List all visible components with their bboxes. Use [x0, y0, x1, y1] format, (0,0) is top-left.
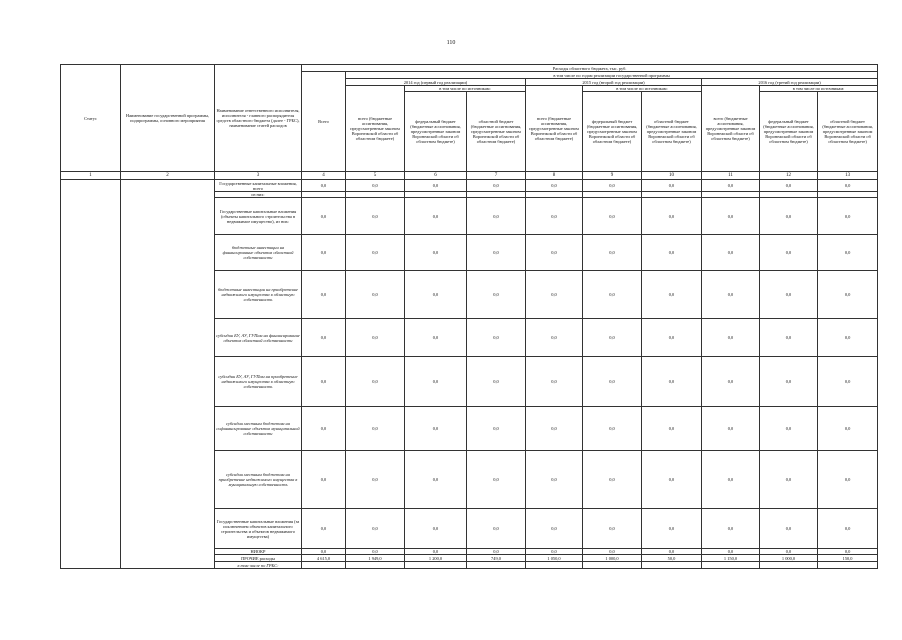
row-label: бюджетные инвестиции на финансирование объектов областной собственности	[215, 235, 302, 271]
column-number: 6	[405, 172, 467, 180]
value-cell: 0,0	[467, 198, 526, 235]
value-cell: 0,0	[302, 235, 346, 271]
value-cell: 0,0	[760, 271, 818, 319]
row-label: из них:	[215, 192, 302, 198]
value-cell: 0,0	[346, 235, 405, 271]
value-cell: 0,0	[302, 198, 346, 235]
value-cell: 0,0	[583, 235, 642, 271]
value-cell: 0,0	[583, 451, 642, 509]
value-cell: 0,0	[346, 180, 405, 192]
value-cell: 0,0	[302, 407, 346, 451]
table-body	[61, 180, 878, 569]
value-cell: 0,0	[583, 357, 642, 407]
value-cell: 0,0	[302, 549, 346, 555]
value-cell: 0,0	[818, 549, 878, 555]
value-cell: 0,0	[526, 319, 583, 357]
value-cell: 0,0	[467, 271, 526, 319]
budget-expenses-table	[60, 64, 878, 569]
header-year-2014: 2014 год (первый год реализации)	[346, 79, 526, 86]
page-number: 110	[446, 40, 456, 46]
header-regional-2015: областной бюджет (бюджетные ассигнования, предусмотренные законом Воронежской области об областном бюджете)	[642, 92, 702, 172]
column-number: 10	[642, 172, 702, 180]
value-cell: 0,0	[405, 271, 467, 319]
value-cell: 0,0	[818, 198, 878, 235]
column-number: 12	[760, 172, 818, 180]
value-cell: 0,0	[302, 319, 346, 357]
value-cell: 0,0	[467, 319, 526, 357]
value-cell: 0,0	[642, 357, 702, 407]
value-cell: 0,0	[702, 319, 760, 357]
value-cell: 0,0	[405, 357, 467, 407]
value-cell: 0,0	[405, 198, 467, 235]
value-cell: 0,0	[302, 180, 346, 192]
value-cell: 0,0	[642, 271, 702, 319]
column-number: 5	[346, 172, 405, 180]
value-cell: 0,0	[526, 407, 583, 451]
value-cell: 0,0	[702, 509, 760, 549]
value-cell: 0,0	[467, 509, 526, 549]
value-cell: 0,0	[642, 509, 702, 549]
value-cell: 0,0	[302, 271, 346, 319]
value-cell	[405, 562, 467, 569]
column-number: 7	[467, 172, 526, 180]
value-cell: 0,0	[642, 319, 702, 357]
value-cell: 0,0	[583, 319, 642, 357]
value-cell: 0,0	[760, 357, 818, 407]
value-cell: 0,0	[526, 509, 583, 549]
value-cell: 0,0	[405, 549, 467, 555]
column-number: 13	[818, 172, 878, 180]
value-cell: 0,0	[702, 549, 760, 555]
header-federal-2015: федеральный бюджет (бюджетные ассигнования, предусмотренные законом Воронежской области об областном бюджете)	[583, 92, 642, 172]
header-year-2016: 2016 год (третий год реализации)	[702, 79, 878, 86]
value-cell: 0,0	[818, 357, 878, 407]
value-cell: 0,0	[526, 451, 583, 509]
value-cell	[818, 562, 878, 569]
row-label: субсидии БУ, АУ, ГУПам на приобретение недвижимого имущества в областную собственность	[215, 357, 302, 407]
row-label: Государственные капитальные вложения (за исключением объектов капитального строительства и объектов недвижимого имущества)	[215, 509, 302, 549]
header-total: Всего	[302, 72, 346, 172]
column-number: 9	[583, 172, 642, 180]
header-federal-2016: федеральный бюджет (бюджетные ассигнования, предусмотренные законом Воронежской области об областном бюджете)	[760, 92, 818, 172]
value-cell: 0,0	[467, 180, 526, 192]
row-label: в том числе по ГРБС:	[215, 562, 302, 569]
value-cell: 1 050,0	[526, 555, 583, 562]
value-cell: 1 000,0	[760, 555, 818, 562]
row-label: бюджетные инвестиции на приобретение недвижимого имущества в областную собственность	[215, 271, 302, 319]
value-cell: 4 615,0	[302, 555, 346, 562]
header-by-year: в том числе по годам реализации государственной программы	[346, 72, 878, 79]
value-cell: 0,0	[702, 357, 760, 407]
value-cell: 0,0	[818, 235, 878, 271]
header-status: Статус	[61, 65, 121, 172]
table-row	[61, 180, 878, 192]
value-cell: 749,0	[467, 555, 526, 562]
value-cell: 0,0	[302, 357, 346, 407]
column-number: 3	[215, 172, 302, 180]
header-sources-2016: в том числе по источникам:	[760, 86, 878, 92]
header-regional-2014: областной бюджет (бюджетные ассигнования, предусмотренные законом Воронежской области об областном бюджете)	[467, 92, 526, 172]
value-cell: 0,0	[818, 407, 878, 451]
value-cell: 0,0	[642, 451, 702, 509]
value-cell	[760, 562, 818, 569]
row-label: ПРОЧИЕ расходы	[215, 555, 302, 562]
value-cell: 0,0	[760, 180, 818, 192]
value-cell: 0,0	[346, 451, 405, 509]
value-cell	[346, 562, 405, 569]
value-cell: 0,0	[583, 180, 642, 192]
value-cell: 0,0	[467, 235, 526, 271]
row-label: субсидии местным бюджетам на приобретение недвижимого имущества в муниципальную собственность	[215, 451, 302, 509]
value-cell: 0,0	[702, 451, 760, 509]
value-cell: 0,0	[526, 235, 583, 271]
value-cell: 0,0	[346, 271, 405, 319]
value-cell: 0,0	[642, 198, 702, 235]
header-year-2015: 2015 год (второй год реализации)	[526, 79, 702, 86]
value-cell: 0,0	[405, 180, 467, 192]
value-cell: 0,0	[760, 451, 818, 509]
value-cell: 1 200,0	[405, 555, 467, 562]
value-cell: 0,0	[467, 549, 526, 555]
value-cell: 0,0	[526, 549, 583, 555]
row-label: Государственные капитальные вложения (объекты капитального строительства в недвижимое имущество), из них:	[215, 198, 302, 235]
value-cell: 0,0	[526, 271, 583, 319]
value-cell: 0,0	[818, 451, 878, 509]
value-cell: 1 000,0	[583, 555, 642, 562]
value-cell	[467, 562, 526, 569]
value-cell: 0,0	[702, 271, 760, 319]
value-cell: 0,0	[346, 357, 405, 407]
value-cell: 0,0	[818, 319, 878, 357]
row-label: субсидии БУ, АУ, ГУПам на финансирование объектов областной собственности	[215, 319, 302, 357]
value-cell: 0,0	[642, 407, 702, 451]
header-sources-2014: в том числе по источникам:	[405, 86, 526, 92]
value-cell: 0,0	[760, 319, 818, 357]
header-budget-expenses: Расходы областного бюджета, тыс. руб.	[302, 65, 878, 72]
header-all-2015: всего (бюджетные ассигнования, предусмотренные законом Воронежской области об областном бюджете)	[526, 86, 583, 172]
value-cell: 0,0	[583, 271, 642, 319]
value-cell	[302, 562, 346, 569]
value-cell	[702, 562, 760, 569]
row-label: НИОКР	[215, 549, 302, 555]
value-cell: 0,0	[302, 451, 346, 509]
value-cell: 0,0	[583, 549, 642, 555]
value-cell: 0,0	[702, 198, 760, 235]
value-cell: 0,0	[642, 235, 702, 271]
value-cell: 0,0	[346, 319, 405, 357]
value-cell: 0,0	[346, 509, 405, 549]
value-cell: 0,0	[405, 451, 467, 509]
value-cell: 0,0	[583, 509, 642, 549]
column-number: 2	[121, 172, 215, 180]
value-cell: 0,0	[760, 509, 818, 549]
header-sources-2015: в том числе по источникам:	[583, 86, 702, 92]
column-number: 1	[61, 172, 121, 180]
value-cell: 0,0	[302, 509, 346, 549]
header-program-name: Наименование государственной программы, подпрограммы, основного мероприятия	[121, 65, 215, 172]
value-cell: 0,0	[818, 509, 878, 549]
value-cell: 0,0	[583, 407, 642, 451]
value-cell	[583, 562, 642, 569]
value-cell: 1 150,0	[702, 555, 760, 562]
value-cell: 0,0	[642, 180, 702, 192]
value-cell	[526, 562, 583, 569]
status-cell	[61, 180, 121, 569]
column-number: 4	[302, 172, 346, 180]
value-cell: 50,0	[642, 555, 702, 562]
value-cell: 0,0	[760, 198, 818, 235]
value-cell	[642, 562, 702, 569]
value-cell: 150,0	[818, 555, 878, 562]
value-cell: 0,0	[583, 198, 642, 235]
header-regional-2016: областной бюджет (бюджетные ассигнования, предусмотренные законом Воронежской области об областном бюджете)	[818, 92, 878, 172]
program-cell	[121, 180, 215, 569]
value-cell: 0,0	[405, 319, 467, 357]
column-number: 11	[702, 172, 760, 180]
column-number: 8	[526, 172, 583, 180]
value-cell: 0,0	[405, 235, 467, 271]
header-all-2016: всего (бюджетные ассигнования, предусмотренные законом Воронежской области об областном бюджете)	[702, 86, 760, 172]
header-responsible: Наименование ответственного исполнителя, исполнителя - главного распорядителя средств областного бюджета (далее - ГРБС), наименование статей расходов	[215, 65, 302, 172]
value-cell: 1 949,0	[346, 555, 405, 562]
value-cell: 0,0	[405, 509, 467, 549]
value-cell: 0,0	[526, 357, 583, 407]
value-cell: 0,0	[760, 549, 818, 555]
value-cell: 0,0	[702, 180, 760, 192]
value-cell: 0,0	[818, 271, 878, 319]
value-cell: 0,0	[526, 180, 583, 192]
row-label: субсидии местным бюджетам на софинансирование объектов муниципальной собственности	[215, 407, 302, 451]
value-cell: 0,0	[467, 451, 526, 509]
value-cell: 0,0	[467, 357, 526, 407]
value-cell: 0,0	[346, 198, 405, 235]
header-federal-2014: федеральный бюджет (бюджетные ассигнования, предусмотренные законом Воронежской области об областном бюджете)	[405, 92, 467, 172]
row-label: Государственные капитальные вложения, всего	[215, 180, 302, 192]
value-cell: 0,0	[467, 407, 526, 451]
value-cell: 0,0	[702, 407, 760, 451]
value-cell: 0,0	[760, 235, 818, 271]
value-cell: 0,0	[346, 407, 405, 451]
value-cell: 0,0	[818, 180, 878, 192]
value-cell: 0,0	[702, 235, 760, 271]
value-cell: 0,0	[526, 198, 583, 235]
value-cell: 0,0	[760, 407, 818, 451]
column-numbers-row	[61, 172, 878, 180]
value-cell: 0,0	[346, 549, 405, 555]
header-all-2014: всего (бюджетные ассигнования, предусмотренные законом Воронежской области об областном бюджете)	[346, 86, 405, 172]
value-cell: 0,0	[642, 549, 702, 555]
value-cell: 0,0	[405, 407, 467, 451]
